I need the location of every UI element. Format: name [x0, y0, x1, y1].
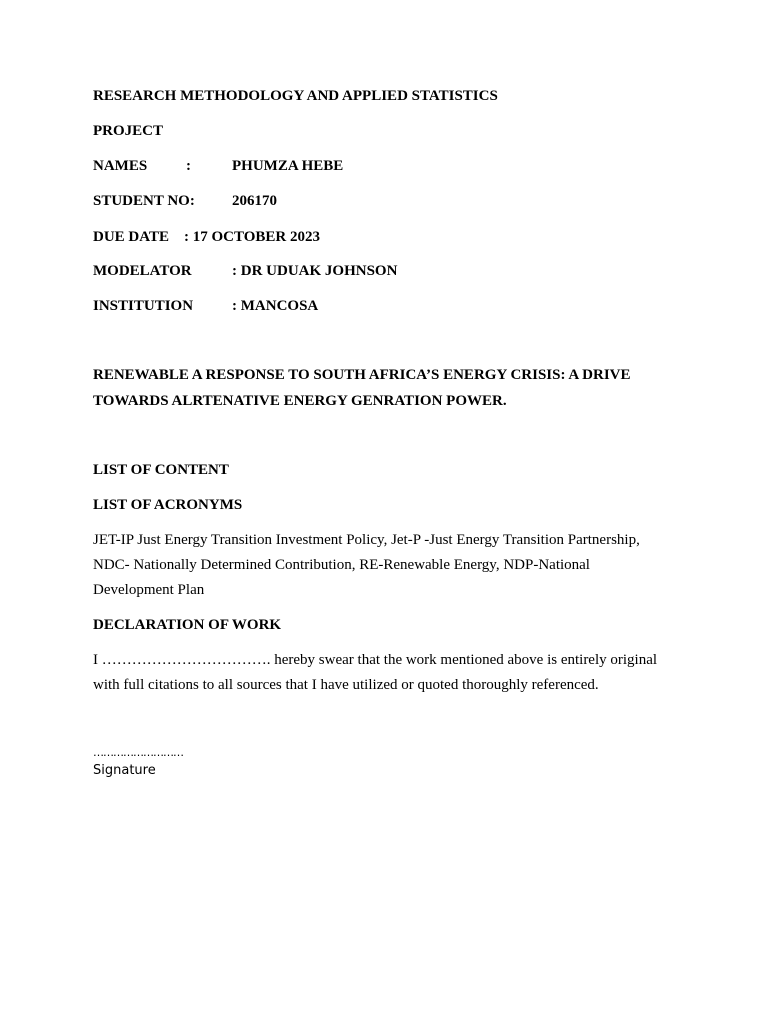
signature-label: Signature — [93, 763, 156, 778]
declaration-heading: DECLARATION OF WORK — [93, 617, 282, 633]
list-of-acronyms-heading: LIST OF ACRONYMS — [93, 497, 243, 513]
declaration-line-2: with full citations to all sources that I have utilized or quoted thoroughly referenced. — [93, 677, 599, 693]
list-of-content-heading: LIST OF CONTENT — [93, 462, 229, 478]
student-no-value: 206170 — [232, 193, 277, 209]
declaration-line-1: I ……………………………. hereby swear that the work mentioned above is entirely original — [93, 652, 658, 668]
course-title: RESEARCH METHODOLOGY AND APPLIED STATISTICS — [93, 88, 498, 104]
signature-dots: ……………………… — [93, 746, 183, 759]
names-value: PHUMZA HEBE — [232, 158, 344, 174]
document-title-line-1: RENEWABLE A RESPONSE TO SOUTH AFRICA’S ENERGY CRISIS: A DRIVE — [93, 367, 631, 383]
institution-value: : MANCOSA — [232, 298, 319, 314]
modelator-label: MODELATOR — [93, 263, 192, 279]
project-label: PROJECT — [93, 123, 164, 139]
acronyms-line-3: Development Plan — [93, 582, 205, 598]
document-title-line-2: TOWARDS ALRTENATIVE ENERGY GENRATION POWER. — [93, 393, 507, 409]
student-no-row — [93, 192, 277, 210]
due-date: DUE DATE : 17 OCTOBER 2023 — [93, 229, 320, 245]
names-label: NAMES — [93, 158, 148, 174]
acronyms-line-2: NDC- Nationally Determined Contribution, RE-Renewable Energy, NDP-National — [93, 557, 590, 573]
names-colon: : — [186, 158, 191, 174]
institution-label: INSTITUTION — [93, 298, 194, 314]
modelator-row — [93, 262, 398, 280]
acronyms-line-1: JET-IP Just Energy Transition Investment Policy, Jet-P -Just Energy Transition Partnership, — [93, 532, 640, 548]
modelator-value: : DR UDUAK JOHNSON — [232, 263, 398, 279]
student-no-label: STUDENT NO: — [93, 193, 195, 209]
names-row — [93, 157, 344, 175]
institution-row — [93, 297, 319, 315]
